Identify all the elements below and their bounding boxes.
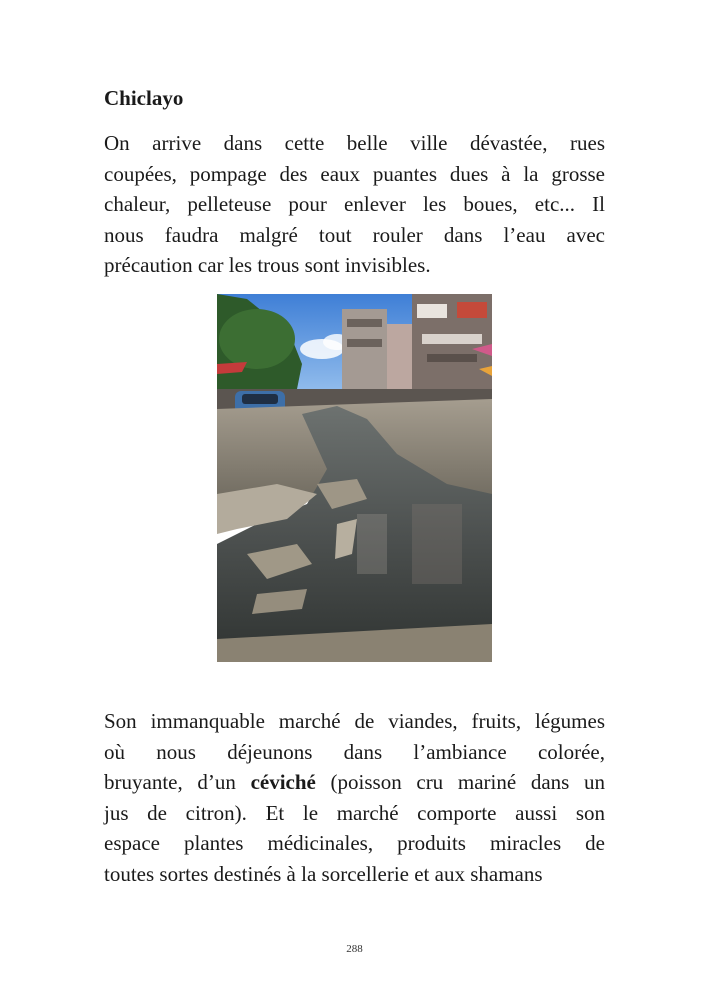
- line-text: bruyante, d’un: [104, 770, 251, 794]
- emphasis-ceviche: céviché: [250, 770, 316, 794]
- line-text: (poisson cru mariné dans un: [315, 770, 605, 794]
- paragraph-line: précaution car les trous sont invisibles.: [104, 253, 431, 277]
- paragraph-line: nous faudra malgré tout rouler dans l’eau avec: [104, 222, 605, 247]
- flooded-street-photo: [217, 294, 492, 662]
- paragraph-line: espace plantes médicinales, produits miracles de: [104, 831, 605, 855]
- paragraph-line-with-emphasis: [104, 767, 605, 798]
- paragraph-market: [104, 706, 605, 889]
- paragraph-line: Son immanquable marché de viandes, fruits, légumes: [104, 709, 605, 733]
- section-heading: Chiclayo: [104, 86, 184, 110]
- paragraph-line: où nous déjeunons dans l’ambiance colorée,: [104, 739, 605, 764]
- paragraph-line: coupées, pompage des eaux puantes dues à la grosse: [104, 161, 605, 186]
- paragraph-line: chaleur, pelleteuse pour enlever les boues, etc... Il: [104, 192, 605, 216]
- page-number: 288: [346, 943, 363, 955]
- paragraph-intro: [104, 128, 605, 281]
- paragraph-line: jus de citron). Et le marché comporte aussi son: [104, 800, 605, 825]
- paragraph-line: On arrive dans cette belle ville dévastée, rues: [104, 131, 605, 155]
- paragraph-line: toutes sortes destinés à la sorcellerie et aux shamans: [104, 861, 543, 886]
